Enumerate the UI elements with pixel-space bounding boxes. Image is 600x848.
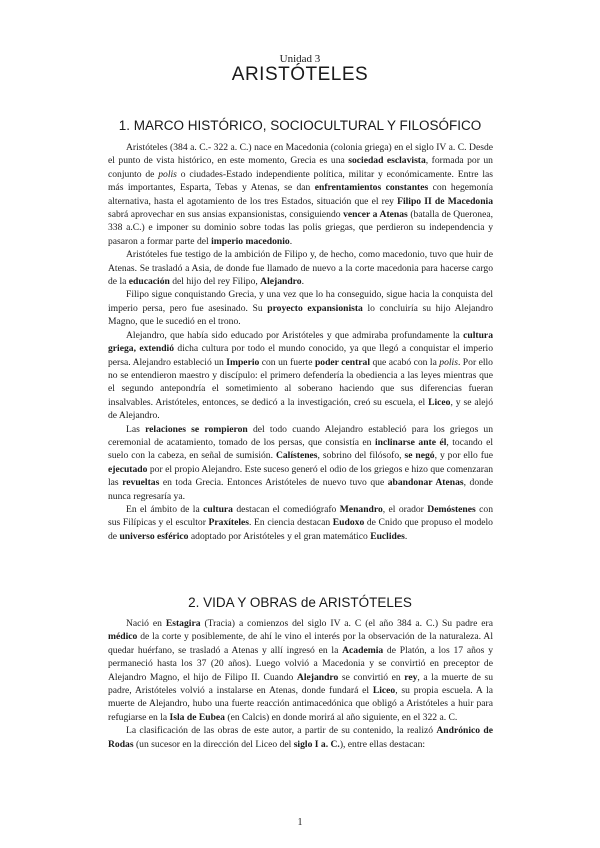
- bold-text: Imperio: [226, 356, 260, 368]
- text-run: . En ciencia destacan: [249, 517, 333, 529]
- page-title: ARISTÓTELES: [231, 64, 369, 85]
- section-heading-2: 2. VIDA Y OBRAS de ARISTÓTELES: [188, 595, 412, 610]
- text-run: Nació en: [126, 618, 166, 629]
- text-run: Las: [126, 423, 146, 435]
- paragraph: [108, 141, 493, 248]
- text-run: .: [289, 235, 293, 247]
- text-run: destacan el comediógrafo: [232, 503, 340, 515]
- text-run: . Por ello no se entendieron maestro y discípulo: el primero defendería la obediencia a las leyes mientras que el segundo antepondría el sometimiento al soberano haciendo que sus diferencias fueran insalvables. Aristóteles, entonces, se dedicó a la investigación, creó su escuela, el: [108, 356, 493, 408]
- text-run: , a la muerte de su padre, Aristóteles volvió a instalarse en Atenas, donde fundará el: [108, 671, 494, 697]
- text-run: Aristóteles (384 a. C.- 322 a. C.) nace en Macedonia (colonia griega) en el siglo IV a. C. Desde el punto de vista histórico, en este momento, Grecia es una: [108, 142, 493, 167]
- text-run: lo concluiría su hijo Alejandro Magno, que le sucedió en el trono.: [108, 302, 493, 328]
- bold-text: revueltas: [122, 477, 160, 489]
- text-run: con sus Filípicas y el escultor: [108, 503, 493, 529]
- text-run: del hijo del rey Filipo,: [169, 276, 261, 288]
- bold-text: inclinarse ante él: [374, 436, 447, 448]
- text-run: La clasificación de las obras de este autor, a partir de su contenido, la realizó: [126, 725, 437, 737]
- text-run: , donde nunca regresaría ya.: [108, 477, 493, 502]
- bold-text: Menandro: [339, 503, 383, 515]
- text-run: adoptado por Aristóteles y el gran matemático: [188, 530, 371, 542]
- text-run: , y por ello fue: [434, 450, 493, 462]
- unit-label: Unidad 3: [279, 53, 321, 65]
- bold-text: se negó: [404, 450, 435, 462]
- text-run: , sobrino del filósofo,: [317, 450, 405, 462]
- bold-text: ejecutado: [108, 463, 148, 475]
- text-run: que acabó con la: [370, 356, 440, 368]
- paragraph: [108, 617, 493, 724]
- text-run: , y se alejó de Alejandro.: [108, 396, 494, 422]
- paragraph: [108, 503, 493, 543]
- paragraph: [108, 423, 493, 503]
- text-run: Aristóteles fue testigo de la ambición de Filipo y, de hecho, como macedonio, tuvo que huir de Atenas. Se trasladó a Asia, de donde fue llamado de nuevo a la corte macedonia para hacerse cargo de la: [108, 249, 493, 288]
- text-run: , tocando el suelo con la cabeza, en señal de sumisión.: [108, 436, 493, 462]
- bold-text: abandonar Atenas: [387, 477, 464, 489]
- text-run: (un sucesor en la dirección del Liceo del: [133, 738, 294, 750]
- bold-text: rey: [404, 671, 418, 683]
- text-run: (batalla de Queronea, 338 a.C.) e imponer su dominio sobre todas las polis griegas, que perdieron su independencia y pasaron a formar parte del: [108, 209, 493, 247]
- text-run: de Platón, a los 17 años y permaneció hasta los 37 (20 años). Luego volvió a Macedonia y se convirtió en preceptor de Alejandro Magno, el hijo de Filipo II. Cuando: [108, 644, 493, 683]
- bold-text: Andrónico de Rodas: [108, 725, 493, 750]
- text-run: dicha cultura por todo el mundo conocido, ya que llegó a conquistar el imperio persa. Alejandro estableció un: [108, 343, 494, 368]
- italic-text: polis: [158, 168, 177, 180]
- bold-text: cultura: [203, 503, 233, 515]
- bold-text: universo esférico: [119, 530, 189, 542]
- paragraph: [108, 288, 493, 328]
- text-run: En el ámbito de la: [126, 503, 204, 515]
- bold-text: Alejandro: [260, 276, 302, 288]
- text-run: .: [301, 276, 304, 288]
- text-run: por el propio Alejandro. Este suceso generó el odio de los griegos e hizo que comenzaran las: [108, 463, 493, 489]
- italic-text: polis: [439, 356, 458, 368]
- text-run: se convirtió en: [338, 671, 405, 683]
- bold-text: Liceo: [372, 685, 396, 697]
- text-run: sabrá aprovechar en sus ansias expansionistas, consiguiendo: [108, 209, 344, 221]
- bold-text: educación: [128, 276, 170, 288]
- bold-text: médico: [108, 631, 138, 643]
- text-run: de la corte y posiblemente, de ahí le vino el interés por la observación de la naturaleza. Al quedar huérfano, se trasladó a Atenas y allí ingresó en la: [108, 631, 493, 656]
- text-run: de Cnido que propuso el modelo de: [108, 517, 493, 542]
- bold-text: Isla de Eubea: [169, 711, 225, 723]
- text-run: ), entre ellas destacan:: [339, 738, 426, 750]
- bold-text: Euclides: [370, 530, 405, 542]
- text-run: , el orador: [382, 503, 428, 515]
- text-run: , formada por un conjunto de: [108, 155, 493, 180]
- bold-text: Eudoxo: [332, 517, 365, 529]
- text-run: Filipo sigue conquistando Grecia, y una vez que lo ha conseguido, sigue hacia la conquista del imperio persa, pero fue asesinado. Su: [108, 289, 493, 314]
- bold-text: Demóstenes: [427, 503, 476, 515]
- text-run: en toda Grecia. Entonces Aristóteles de nuevo tuvo que: [159, 477, 388, 489]
- bold-text: Academia: [342, 644, 384, 656]
- text-run: .: [404, 530, 408, 542]
- bold-text: poder central: [314, 356, 370, 368]
- text-run: del todo cuando Alejandro estableció para los griegos un ceremonial de acatamiento, tomado de los persas, que consistía en: [108, 423, 493, 448]
- paragraph: [108, 329, 493, 423]
- bold-text: proyecto expansionista: [267, 302, 363, 314]
- text-run: (en Calcis) en donde morirá al año siguiente, en el 322 a. C.: [224, 711, 458, 723]
- bold-text: Praxíteles: [208, 517, 250, 529]
- text-run: , su propia escuela. A la muerte de Alejandro, hubo una fuerte reacción antimacedónica que obligó a Aristóteles a huir para refugiarse en la: [108, 685, 493, 723]
- text-run: (Tracia) a comienzos del siglo IV a. C (el año 384 a. C.) Su padre era: [200, 618, 494, 629]
- bold-text: Liceo: [428, 396, 451, 408]
- bold-text: imperio macedonio: [211, 235, 290, 247]
- bold-text: enfrentamientos constantes: [314, 182, 429, 194]
- paragraph: [108, 724, 493, 751]
- section-heading-1: 1. MARCO HISTÓRICO, SOCIOCULTURAL Y FILOSÓFICO: [118, 118, 482, 133]
- bold-text: cultura griega, extendió: [108, 329, 493, 355]
- bold-text: vencer a Atenas: [343, 209, 408, 221]
- section-body-2: [108, 617, 493, 751]
- section-body-1: [108, 141, 493, 543]
- text-run: con hegemonía alternativa, hasta el agotamiento de los tres Estados, situación que el rey: [108, 182, 493, 207]
- bold-text: Alejandro: [296, 671, 339, 683]
- page-number: 1: [297, 817, 303, 828]
- bold-text: Estagira: [165, 618, 201, 629]
- paragraph: [108, 248, 493, 288]
- bold-text: siglo I a. C.: [293, 738, 340, 750]
- bold-text: relaciones se rompieron: [145, 423, 248, 435]
- bold-text: Filipo II de Macedonia: [397, 195, 493, 207]
- text-run: con un fuerte: [259, 356, 315, 368]
- text-run: Alejandro, que había sido educado por Aristóteles y que admiraba profundamente la: [126, 329, 464, 341]
- bold-text: sociedad esclavista: [348, 155, 426, 167]
- bold-text: Calístenes: [275, 450, 318, 462]
- text-run: o ciudades-Estado independiente política, militar y económicamente. Entre las más importantes, Esparta, Tebas y Atenas, se dan: [108, 168, 493, 194]
